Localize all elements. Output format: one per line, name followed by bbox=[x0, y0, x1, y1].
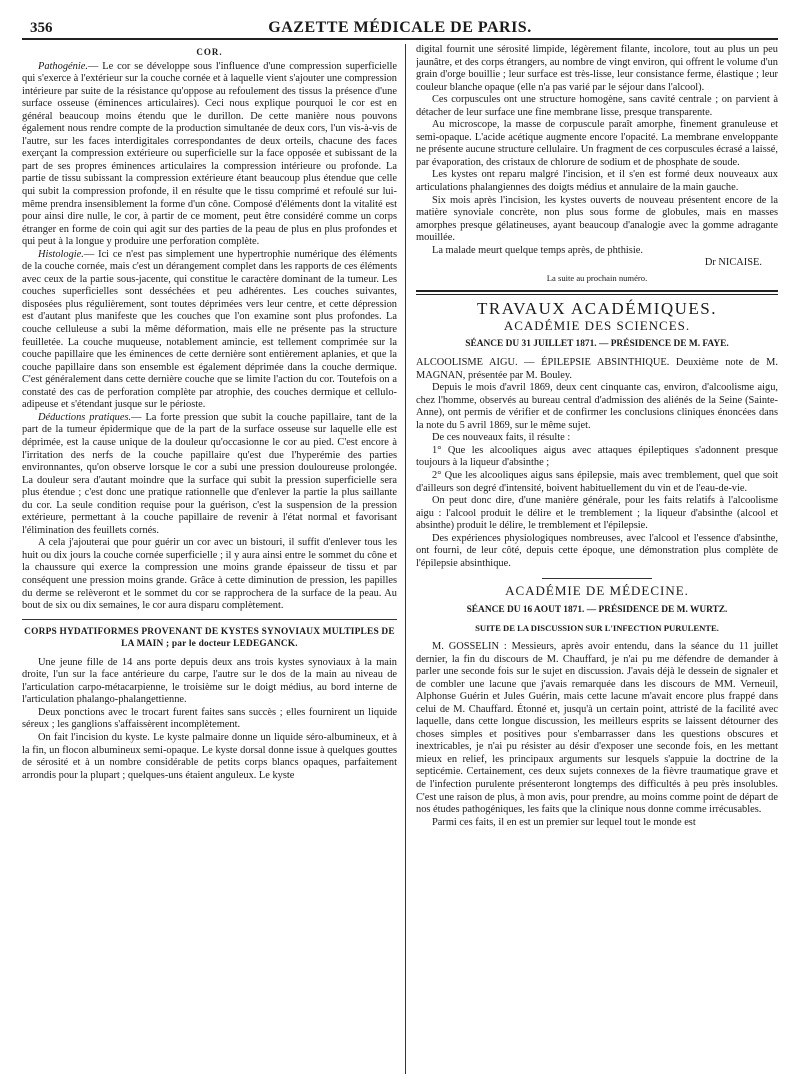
journal-title: GAZETTE MÉDICALE DE PARIS. bbox=[268, 19, 532, 36]
section-title-academie-sciences: ACADÉMIE DES SCIENCES. bbox=[503, 317, 691, 333]
paragraph-depuis: Depuis le mois d'avril 1869, deux cent cinquante cas, environ, d'alcoolisme aigu, chez l'homme, observés au bureau central d'admission des aliénés de la Seine (Sainte-Anne), ont permis de vérifier et de confirmer les conclusions cliniques énoncées dans la note du 5 avril 1869, sur le même sujet. bbox=[416, 382, 778, 431]
seance-sciences: SÉANCE DU 31 JUILLET 1871. — PRÉSIDENCE DE M. FAYE. bbox=[465, 339, 729, 350]
paragraph-malade: La malade meurt quelque temps après, de phthisie. bbox=[432, 244, 643, 256]
paragraph-bistouri: A cela j'ajouterai que pour guérir un cor avec un bistouri, il suffit d'enlever tous les huit ou dix jours la couche cornée superficielle ; il y aura ainsi entre le sommet du cône et la chaussure qui exerce la compression une moins grande épaisseur de tissu et par conséquent une pression moins grande. Grâce à cette diminution de pression, les papilles du derme se relèveront et le sommet du cor se rapprochera de la surface de la peau. Au bout de six ou dix semaines, le cor aura disparu complètement. bbox=[22, 537, 397, 612]
paragraph-experiences: Des expériences physiologiques nombreuses, avec l'alcool et l'essence d'absinthe, ont fourni, de leur côté, depuis cette époque, une démonstration plus complète de l'épilepsie absinthique. bbox=[416, 532, 778, 569]
discussion-title: SUITE DE LA DISCUSSION SUR L'INFECTION PURULENTE. bbox=[475, 623, 719, 634]
section-divider bbox=[416, 290, 778, 295]
section-title-travaux: TRAVAUX ACADÉMIQUES. bbox=[476, 299, 717, 319]
note-head-alcoolisme: ALCOOLISME AIGU. — ÉPILEPSIE ABSINTHIQUE. Deuxième note de M. MAGNAN, présentée par M. Bouley. bbox=[416, 357, 778, 381]
author-signature: Dr NICAISE. bbox=[704, 257, 762, 269]
text-histologie: — Ici ce n'est pas simplement une hypertrophie numérique des éléments de la couche cornée, mais c'est un dérangement complet dans les rapports de ces éléments avec ceux de la partie sous-jacente, qui constitue le caractère dominant de la tumeur. Les couches superficielles sont desséchées et peu adhérentes. Les couches suivantes, disposées plus régulièrement, sont toutes déprimées vers leur centre, et cette dépression est d'autant plus manifeste que les couches que l'on examine sont plus profondes. La couche celluleuse a subi la même déformation, mais elle ne présente pas la structure feuilletée. La couche muqueuse, notablement amincie, est tellement comprimée sur la couche papillaire que les éminences de cette dernière sont entièrement aplanies, et que la couche papillaire dans son ensemble est également déprimée dans la couche dermique. C'est généralement dans cette dernière couche que se limite l'action du cor. Toutefois on a constaté des cas de perforation complète par atrophie, des couches dermique et cellulo-adipeuse et s'étendant jusque sur le périoste. bbox=[22, 248, 397, 411]
paragraph-on-peut: On peut donc dire, d'une manière générale, pour les faits relatifs à l'alcoolisme aigu : l'alcool produit le délire et le tremblement ; la liqueur d'absinthe (alcool et absinthe) produit le délire, le tremblement et l'épilepsie. bbox=[416, 495, 778, 532]
paragraph-incision: On fait l'incision du kyste. Le kyste palmaire donne un liquide séro-albumineux, et à la fin, un flocon albumineux semi-opaque. Le kyste dorsal donne issue à quelques gouttes de sérosité et à un nombre considérable de petits corps blancs opaques, parfaitement arrondis pour la plupart ; quelques-uns étaient anguleux. Le kyste bbox=[22, 731, 397, 781]
paragraph-parmi: Parmi ces faits, il en est un premier sur lequel tout le monde est bbox=[432, 816, 696, 828]
label-pathogenie: Pathogénie. bbox=[38, 60, 88, 72]
article-title-corps-hydatiformes: CORPS HYDATIFORMES PROVENANT DE KYSTES SYNOVIAUX MULTIPLES DE LA MAIN ; par le docteur LEDEGANCK. bbox=[24, 626, 395, 650]
label-histologie: Histologie. bbox=[38, 248, 84, 260]
paragraph-six-mois: Six mois après l'incision, les kystes ouverts de nouveau présentent encore de la matière synoviale concrète, non plus sous forme de globules, mais en masses amorphes presque gélatineuses, ayant beaucoup d'analogie avec la gomme adragante mouillée. bbox=[416, 194, 778, 244]
column-divider bbox=[405, 44, 406, 1074]
right-column bbox=[416, 44, 778, 1074]
paragraph-histologie bbox=[22, 249, 397, 412]
text-gosselin: : Messieurs, après avoir entendu, dans la séance du 11 juillet dernier, la fin du discours de M. Chauffard, je n'ai pu me défendre de demander à parler une seconde fois sur le sujet en discussion. J'avais déjà le dessein de signaler et de combler une lacune que j'avais remarquée dans les discours de MM. Verneuil, Alphonse Guérin et Jules Guérin, mais cette lacune m'avait encore plus frappé dans celui de M. Chauffard. Étonné et, jusqu'à un certain point, attristé de la facilité avec laquelle, dans cette longue discussion, les meilleurs esprits se laissent détourner des choses simples et positives pour s'embarrasser dans les questions obscures et inextricables, je n'ai pu résister au désir d'exposer une seconde fois, en les mettant mieux en relief, les principaux arguments sur lesquels s'appuie la doctrine de la septicémie. Certainement, ces deux sujets connexes de la fièvre traumatique grave et de l'infection purulente présenteront longtemps des difficultés à peu près insolubles. C'est une raison de plus, à mon avis, pour prendre, au moins comme point de départ de nos études pathogéniques, les faits que la clinique nous donne comme irrécusables. bbox=[416, 640, 778, 816]
continued-note: La suite au prochain numéro. bbox=[546, 272, 648, 283]
paragraph-point-2: 2° Que les alcooliques aigus sans épilepsie, mais avec tremblement, quel que soit d'ailleurs son degré d'intensité, boivent habituellement du vin et de l'eau-de-vie. bbox=[416, 469, 778, 494]
text-pathogenie: — Le cor se développe sous l'influence d'une compression superficielle qui s'exerce à l'extérieur sur la couche cornée et à laquelle vient s'ajouter une compression intérieure par suite de la résistance qu'oppose au refoulement des tissus la présence d'une surface osseuse (éminences articulaires). Ceci nous explique pourquoi le cor est en général beaucoup moins étendu que le durillon. De cette manière nous pouvons également nous rendre compte de la production simultanée de deux cors, l'un vis-à-vis de l'autre, sur les faces interdigitales correspondantes de deux orteils, chacune des faces exerçant la compression extérieure ou superficielle sur la face opposée et subissant de la part de ses propres éminences articulaires la compression intérieure ou profonde. La partie de tissu subissant la compression extérieure étant beaucoup plus étendue que celle qui subit la compression profonde, il en résulte que le tissu comprimé et refoulé sur lui-même prendra insensiblement la forme d'un cône. Composé d'éléments dont la vitalité est pour ainsi dire nulle, le cor, à partir de ce moment, peut être considéré comme un corps étranger en forme de coin qui agit sur des parties de la peau de plus en plus profondes et qui peut à la longue y produire une perforation complète. bbox=[22, 60, 397, 248]
section-head-cor: COR. bbox=[196, 47, 223, 57]
paragraph-continuation: digital fournit une sérosité limpide, légèrement filante, incolore, tout au plus un peu jaunâtre, et des corps étrangers, au nombre de vingt environ, qui offrent le volume d'un grain d'orge bouillie ; leur surface est très-lisse, leur consistance ferme, élastique ; leur couleur blanche opaque (elle n'a pas varié par le séjour dans l'alcool). bbox=[416, 44, 778, 93]
divider bbox=[542, 578, 652, 579]
page-number: 356 bbox=[30, 20, 53, 36]
paragraph-jeune-fille: Une jeune fille de 14 ans porte depuis deux ans trois kystes synoviaux à la main droite, l'un sur la face antérieure du carpe, l'autre sur le dos de la main au niveau de l'articulation carpo-métacarpienne, le troisième sur le doigt médius, au bord interne de l'articulation phalango-phalangettienne. bbox=[22, 656, 397, 706]
speaker-name: M. GOSSELIN bbox=[432, 640, 499, 652]
paragraph-point-1: 1° Que les alcooliques aigus avec attaques épileptiques s'adonnent presque toujours à la liqueur d'absinthe ; bbox=[416, 444, 778, 469]
paragraph-deductions bbox=[22, 412, 397, 537]
section-title-academie-medecine: ACADÉMIE DE MÉDECINE. bbox=[505, 583, 689, 599]
label-deductions: Déductions pratiques. bbox=[38, 411, 132, 423]
text-deductions: — La forte pression que subit la couche papillaire, tant de la part de la tumeur épidermique que de la part de la surface osseuse sur laquelle elle est déprimée, est la cause unique de la douleur qu'occasionne le cor au pied. C'est encore à l'irritation des nerfs de la couche papillaire qu'est due l'hyperémie des parties environnantes, qu'on observe lorsque le cor a subi une pression douloureuse prolongée. La douleur sera d'autant moindre que la surface qui subit la pression superficielle sera plus étendue ; c'est donc une pratique rationnelle que d'enlever la partie la plus saillante du cor. La seule condition requise pour la guérison, c'est la suspension de la pression extérieure, permettant à la couche papillaire de revenir à l'état normal et favorisant l'élimination des feuillets cornés. bbox=[22, 411, 397, 536]
left-column bbox=[22, 44, 397, 1074]
page-header bbox=[22, 16, 778, 40]
paragraph-microscope: Au microscope, la masse de corpuscule paraît amorphe, finement granuleuse et semi-opaque. L'acide acétique augmente encore l'opacité. La membrane enveloppante ne présente aucune structure cellulaire. Un fragment de ces corpuscules écrasé a laissé, par évaporation, des cristaux de chlorure de sodium et de phosphate de soude. bbox=[416, 119, 778, 168]
paragraph-corpuscules: Ces corpuscules ont une structure homogène, sans cavité centrale ; on parvient à détacher de leur surface une fine membrane lisse, presque transparente. bbox=[416, 94, 778, 118]
paragraph-kystes: Les kystes ont reparu malgré l'incision, et il s'en est formé deux nouveaux aux articulations phalangiennes des doigts médius et annulaire de la main gauche. bbox=[416, 169, 778, 194]
paragraph-de-ces: De ces nouveaux faits, il résulte : bbox=[432, 432, 571, 444]
seance-medecine: SÉANCE DU 16 AOUT 1871. — PRÉSIDENCE DE M. WURTZ. bbox=[466, 604, 728, 615]
paragraph-ponctions: Deux ponctions avec le trocart furent faites sans succès ; elles fournirent un liquide séreux ; les ganglions s'affaissèrent incomplètement. bbox=[22, 706, 397, 731]
divider bbox=[22, 619, 397, 620]
paragraph-gosselin bbox=[416, 641, 778, 817]
paragraph-pathogenie bbox=[22, 61, 397, 249]
